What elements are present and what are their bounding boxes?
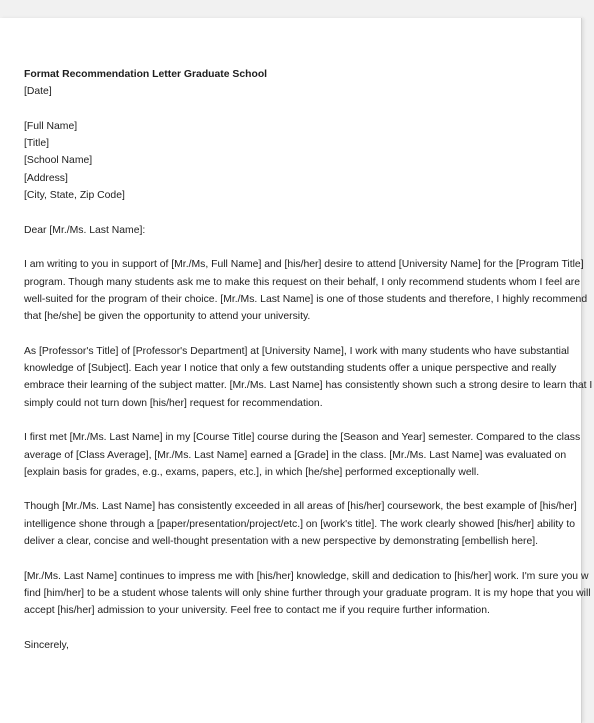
spacer (24, 239, 580, 256)
address-line: [Full Name] (24, 120, 78, 132)
address-line: [Address] (24, 172, 68, 184)
paragraph-line: I first met [Mr./Ms. Last Name] in my [Course Title] course during the [Season and Year] semester. Compared to the class (24, 432, 581, 444)
paragraph-line: [Mr./Ms. Last Name] continues to impress me with [his/her] knowledge, skill and dedication to [his/her] work. I'm sure you w (24, 570, 589, 582)
paragraph-line: find [him/her] to be a student whose talents will only shine further through your graduate program. It is my hope that you will (24, 587, 591, 599)
paragraph-line: simply could not turn down [his/her] request for recommendation. (24, 397, 323, 409)
spacer (24, 620, 580, 637)
address-line: [School Name] (24, 155, 93, 167)
paragraph-line: average of [Class Average], [Mr./Ms. Last Name] earned a [Grade] in the class. [Mr./Ms. Last Name] was evaluated on (24, 449, 567, 461)
paragraph-conclusion (24, 568, 591, 620)
paragraph-line: program. Though many students ask me to make this request on their behalf, I only recommend students whom I feel are (24, 276, 580, 288)
paragraph-line: well-suited for the program of their choice. [Mr./Ms. Last Name] is one of those students and therefore, I highly recommend (24, 293, 588, 305)
paragraph-line: I am writing to you in support of [Mr./Ms, Full Name] and [his/her] desire to attend [University Name] for the [Program Title] (24, 259, 584, 271)
address-line: [Title] (24, 138, 50, 150)
paragraph-line: intelligence shone through a [paper/presentation/project/etc.] on [work's title]. The work clearly showed [his/her] ability to (24, 518, 576, 530)
paragraph-intro (24, 256, 588, 325)
letter-date: [Date] (24, 86, 52, 98)
spacer (24, 550, 580, 567)
spacer (24, 481, 580, 498)
paragraph-line: accept [his/her] admission to your university. Feel free to contact me if you require further information. (24, 605, 490, 617)
paragraph-line: that [he/she] be given the opportunity to attend your university. (24, 311, 311, 323)
spacer (24, 101, 580, 118)
paragraph-coursework (24, 498, 580, 550)
recipient-address (24, 118, 580, 204)
paragraph-line: knowledge of [Subject]. Each year I notice that only a few outstanding students offer a unique perspective and really (24, 363, 557, 375)
salutation: Dear [Mr./Ms. Last Name]: (24, 224, 146, 236)
paragraph-line: Though [Mr./Ms. Last Name] has consistently exceeded in all areas of [his/her] coursework, the best example of [his/her] (24, 501, 577, 513)
closing: Sincerely, (24, 639, 69, 651)
letter-title: Format Recommendation Letter Graduate School (24, 69, 268, 80)
paragraph-line: embrace their learning of the subject matter. [Mr./Ms. Last Name] has consistently shown such a strong desire to learn that I (24, 380, 593, 392)
address-line: [City, State, Zip Code] (24, 190, 125, 202)
spacer (24, 325, 580, 342)
paragraph-line: As [Professor's Title] of [Professor's Department] at [University Name], I work with many students who have substantial (24, 345, 570, 357)
document-page (0, 18, 593, 723)
paragraph-line: deliver a clear, concise and well-thought presentation with a new perspective by demonstrating [embellish here]. (24, 536, 539, 548)
spacer (24, 412, 580, 429)
paragraph-course (24, 429, 580, 481)
letter-body (24, 66, 593, 654)
spacer (24, 204, 580, 221)
paragraph-line: [explain basis for grades, e.g., exams, papers, etc.], in which [he/she] performed exceptionally well. (24, 466, 480, 478)
paragraph-professor (24, 343, 593, 412)
